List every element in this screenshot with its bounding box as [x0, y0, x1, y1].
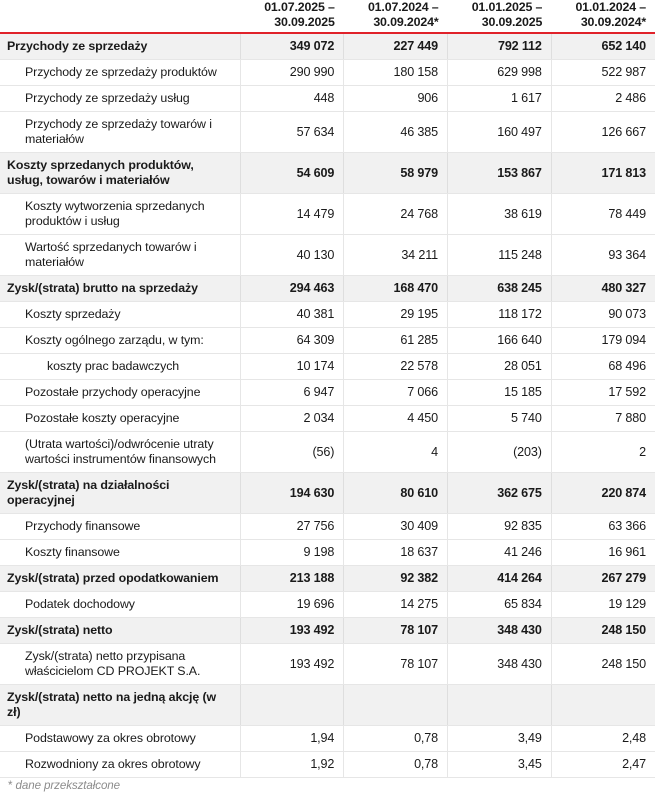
table-row: [0, 514, 655, 540]
table-row: [0, 354, 655, 380]
row-value: 0,78: [344, 752, 448, 778]
row-value: 414 264: [448, 566, 552, 592]
row-value: 213 188: [240, 566, 344, 592]
row-label: Przychody ze sprzedaży towarów i materiałów: [0, 112, 240, 153]
row-value: 38 619: [448, 194, 552, 235]
table-row: [0, 432, 655, 473]
row-value: 90 073: [551, 302, 655, 328]
row-label: Zysk/(strata) na działalności operacyjnej: [0, 473, 240, 514]
row-value: 220 874: [551, 473, 655, 514]
row-label: Koszty wytworzenia sprzedanych produktów i usług: [0, 194, 240, 235]
table-row-total: [0, 685, 655, 726]
row-value: 63 366: [551, 514, 655, 540]
row-value: 19 696: [240, 592, 344, 618]
header-cell-period-2: [344, 0, 448, 33]
table-row: [0, 60, 655, 86]
row-value: 15 185: [448, 380, 552, 406]
footnote-text: dane przekształcone: [12, 779, 120, 792]
period-2-start: 01.07.2024 –: [367, 0, 439, 15]
row-value: 1,94: [240, 726, 344, 752]
row-value: 17 592: [551, 380, 655, 406]
row-label: Przychody finansowe: [0, 514, 240, 540]
table-row: [0, 592, 655, 618]
row-label: Koszty finansowe: [0, 540, 240, 566]
row-value: 638 245: [448, 276, 552, 302]
row-value: 58 979: [344, 153, 448, 194]
table-row: [0, 302, 655, 328]
row-value: 68 496: [551, 354, 655, 380]
row-label: Koszty sprzedanych produktów, usług, towarów i materiałów: [0, 153, 240, 194]
row-value: 166 640: [448, 328, 552, 354]
row-value: 19 129: [551, 592, 655, 618]
row-value: 4: [344, 432, 448, 473]
row-value: 348 430: [448, 618, 552, 644]
table-row-total: [0, 473, 655, 514]
row-value: 7 066: [344, 380, 448, 406]
row-value: 652 140: [551, 33, 655, 60]
header-cell-period-4: [551, 0, 655, 33]
row-value: 2,48: [551, 726, 655, 752]
row-value: [344, 685, 448, 726]
row-value: 248 150: [551, 644, 655, 685]
row-value: 906: [344, 86, 448, 112]
row-value: [551, 685, 655, 726]
row-value: 294 463: [240, 276, 344, 302]
row-value: 4 450: [344, 406, 448, 432]
row-label: Rozwodniony za okres obrotowy: [0, 752, 240, 778]
row-value: 448: [240, 86, 344, 112]
row-value: 61 285: [344, 328, 448, 354]
row-value: 27 756: [240, 514, 344, 540]
row-value: 29 195: [344, 302, 448, 328]
row-value: 348 430: [448, 644, 552, 685]
row-label: Pozostałe przychody operacyjne: [0, 380, 240, 406]
row-value: 193 492: [240, 618, 344, 644]
row-value: 1 617: [448, 86, 552, 112]
row-value: 194 630: [240, 473, 344, 514]
table-row: [0, 194, 655, 235]
row-label: Koszty sprzedaży: [0, 302, 240, 328]
row-value: 118 172: [448, 302, 552, 328]
footnote: [0, 778, 655, 792]
row-label: Podatek dochodowy: [0, 592, 240, 618]
row-label: Zysk/(strata) przed opodatkowaniem: [0, 566, 240, 592]
row-label: Zysk/(strata) netto: [0, 618, 240, 644]
row-value: 7 880: [551, 406, 655, 432]
row-value: 2,47: [551, 752, 655, 778]
row-value: 248 150: [551, 618, 655, 644]
row-value: 10 174: [240, 354, 344, 380]
row-value: 6 947: [240, 380, 344, 406]
row-value: 193 492: [240, 644, 344, 685]
period-3-end: 30.09.2025: [481, 14, 543, 29]
row-label: Wartość sprzedanych towarów i materiałów: [0, 235, 240, 276]
row-value: 160 497: [448, 112, 552, 153]
row-value: 92 835: [448, 514, 552, 540]
row-value: 0,78: [344, 726, 448, 752]
row-value: 168 470: [344, 276, 448, 302]
row-label: Zysk/(strata) netto na jedną akcję (w zł): [0, 685, 240, 726]
row-value: (203): [448, 432, 552, 473]
row-value: 227 449: [344, 33, 448, 60]
row-value: 480 327: [551, 276, 655, 302]
period-4-start: 01.01.2024 –: [575, 0, 646, 15]
row-value: 2 034: [240, 406, 344, 432]
row-value: 115 248: [448, 235, 552, 276]
footnote-marker: *: [8, 779, 13, 792]
row-label: Przychody ze sprzedaży produktów: [0, 60, 240, 86]
row-value: 28 051: [448, 354, 552, 380]
row-value: 46 385: [344, 112, 448, 153]
table-row: [0, 86, 655, 112]
row-value: 41 246: [448, 540, 552, 566]
table-row: [0, 380, 655, 406]
row-value: 78 107: [344, 644, 448, 685]
row-value: 362 675: [448, 473, 552, 514]
header-row: [0, 0, 655, 33]
table-row: [0, 752, 655, 778]
table-row: [0, 235, 655, 276]
row-value: 1,92: [240, 752, 344, 778]
period-3-start: 01.01.2025 –: [471, 0, 543, 15]
table-row-total: [0, 153, 655, 194]
row-value: 522 987: [551, 60, 655, 86]
row-value: 40 381: [240, 302, 344, 328]
row-value: 14 275: [344, 592, 448, 618]
row-value: 80 610: [344, 473, 448, 514]
row-value: 78 107: [344, 618, 448, 644]
row-value: 267 279: [551, 566, 655, 592]
table-row: [0, 726, 655, 752]
row-value: 54 609: [240, 153, 344, 194]
row-value: 3,45: [448, 752, 552, 778]
row-value: 18 637: [344, 540, 448, 566]
row-label: Koszty ogólnego zarządu, w tym:: [0, 328, 240, 354]
row-label: Przychody ze sprzedaży: [0, 33, 240, 60]
row-value: 5 740: [448, 406, 552, 432]
table-row: [0, 328, 655, 354]
table-row-total: [0, 276, 655, 302]
row-value: 349 072: [240, 33, 344, 60]
table-body: [0, 33, 655, 778]
header-cell-period-3: [448, 0, 552, 33]
row-label: Przychody ze sprzedaży usług: [0, 86, 240, 112]
row-value: 22 578: [344, 354, 448, 380]
row-value: 629 998: [448, 60, 552, 86]
row-value: 171 813: [551, 153, 655, 194]
row-value: 16 961: [551, 540, 655, 566]
row-value: [448, 685, 552, 726]
row-value: 40 130: [240, 235, 344, 276]
row-value: 24 768: [344, 194, 448, 235]
table-row-total: [0, 618, 655, 644]
table-row-total: [0, 33, 655, 60]
row-value: 92 382: [344, 566, 448, 592]
period-4-end: 30.09.2024*: [580, 14, 646, 29]
row-label: Podstawowy za okres obrotowy: [0, 726, 240, 752]
table-row: [0, 406, 655, 432]
row-value: (56): [240, 432, 344, 473]
row-label: koszty prac badawczych: [0, 354, 240, 380]
table-row: [0, 540, 655, 566]
row-value: 65 834: [448, 592, 552, 618]
row-value: 57 634: [240, 112, 344, 153]
row-value: 3,49: [448, 726, 552, 752]
row-value: 180 158: [344, 60, 448, 86]
header-cell-label: [0, 0, 240, 33]
table-header: [0, 0, 655, 33]
row-label: (Utrata wartości)/odwrócenie utraty wartości instrumentów finansowych: [0, 432, 240, 473]
row-value: 9 198: [240, 540, 344, 566]
header-cell-period-1: [240, 0, 344, 33]
row-value: 2 486: [551, 86, 655, 112]
row-value: 78 449: [551, 194, 655, 235]
row-value: 30 409: [344, 514, 448, 540]
table-row: [0, 644, 655, 685]
period-1-start: 01.07.2025 –: [264, 0, 335, 15]
row-label: Pozostałe koszty operacyjne: [0, 406, 240, 432]
table-row: [0, 112, 655, 153]
period-2-end: 30.09.2024*: [373, 14, 439, 29]
row-value: 290 990: [240, 60, 344, 86]
table-row-total: [0, 566, 655, 592]
row-value: 179 094: [551, 328, 655, 354]
row-value: 153 867: [448, 153, 552, 194]
row-value: 64 309: [240, 328, 344, 354]
row-value: [240, 685, 344, 726]
row-value: 34 211: [344, 235, 448, 276]
row-value: 14 479: [240, 194, 344, 235]
row-label: Zysk/(strata) brutto na sprzedaży: [0, 276, 240, 302]
period-1-end: 30.09.2025: [274, 14, 335, 29]
row-value: 93 364: [551, 235, 655, 276]
row-value: 126 667: [551, 112, 655, 153]
row-value: 792 112: [448, 33, 552, 60]
row-value: 2: [551, 432, 655, 473]
row-label: Zysk/(strata) netto przypisana właścicielom CD PROJEKT S.A.: [0, 644, 240, 685]
